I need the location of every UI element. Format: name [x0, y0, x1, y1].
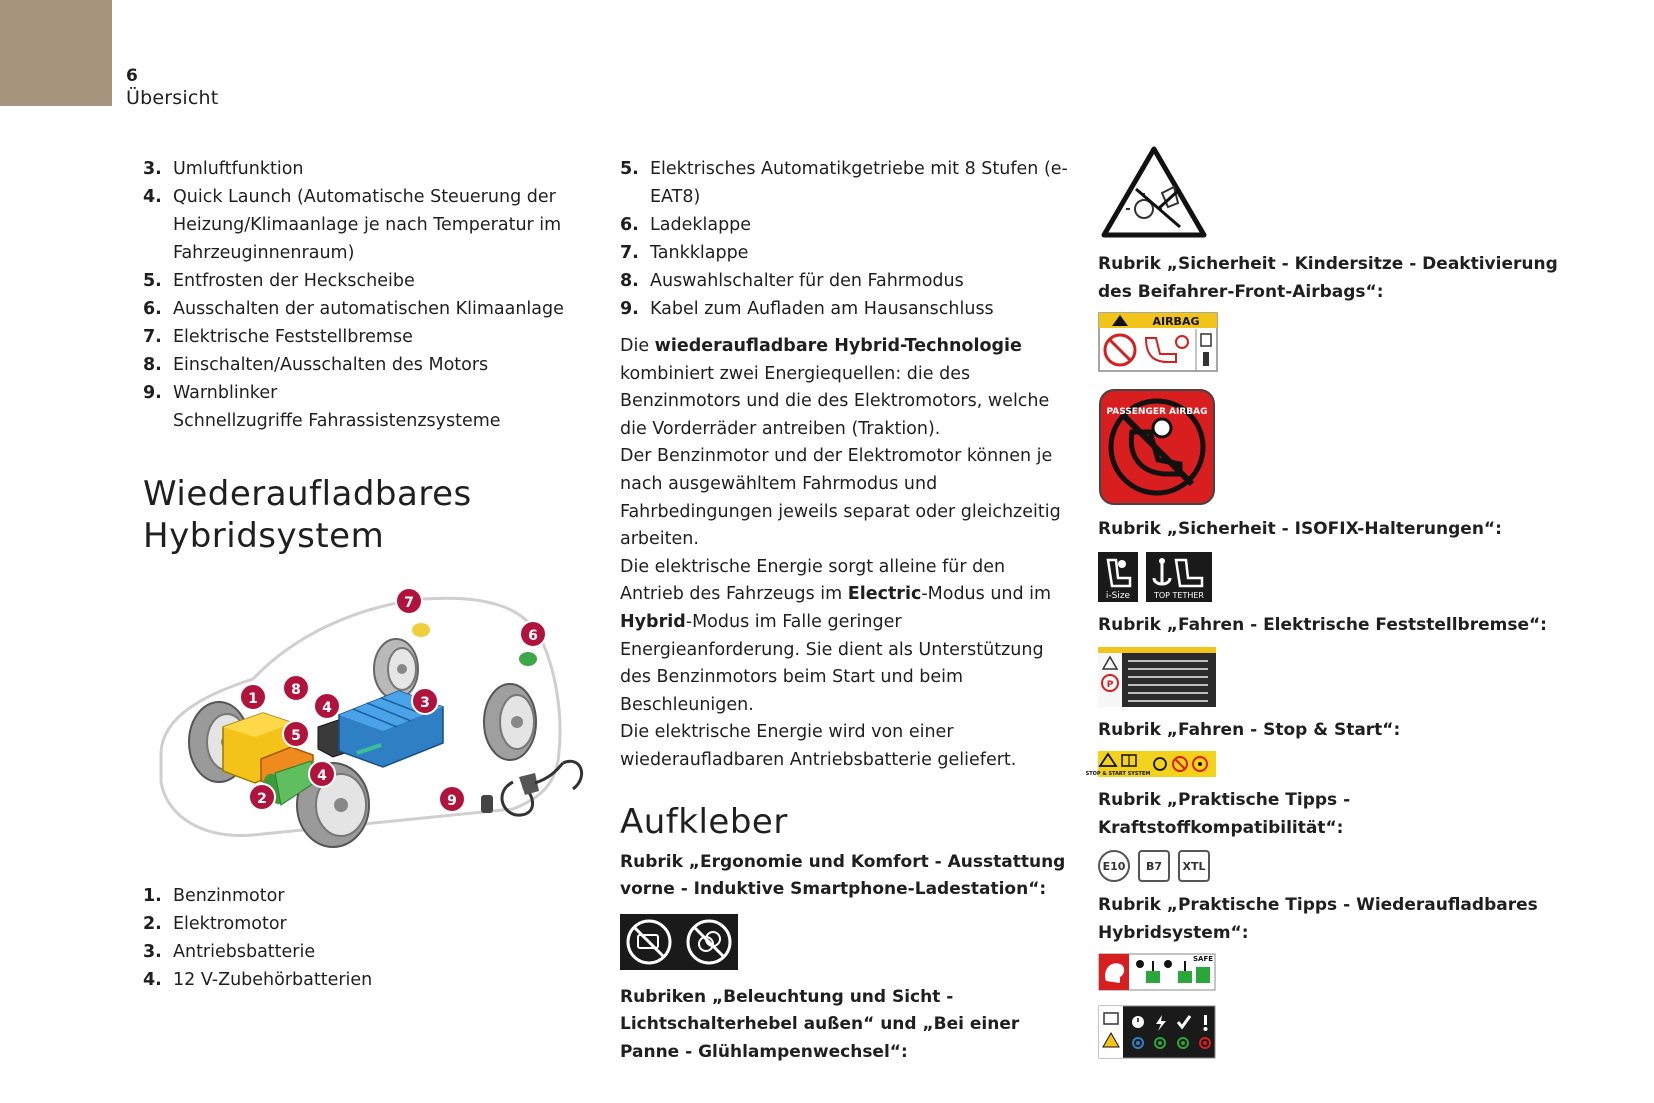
svg-text:8: 8 — [291, 682, 301, 698]
safe-icon — [1196, 967, 1210, 983]
marker-3 — [412, 688, 438, 714]
passenger-airbag-sticker — [1098, 388, 1216, 506]
svg-text:2: 2 — [257, 791, 267, 807]
section-heading-stickers: Aufkleber — [620, 801, 788, 842]
parking-brake-sticker — [1098, 647, 1216, 707]
list-item: 3. Antriebsbatterie — [143, 942, 316, 962]
list-item: 2. Elektromotor — [143, 914, 287, 934]
rubric-airbag: Rubrik „Sicherheit - Kindersitze - Deaktivierung des Beifahrer-Front-Airbags“: — [1098, 254, 1558, 302]
marker-1 — [240, 684, 266, 710]
isize-sticker — [1098, 552, 1138, 602]
list-item: 6. Ausschalten der automatischen Klimaanlage — [143, 299, 564, 319]
list-item: 3. Umluftfunktion — [143, 159, 304, 179]
rubric-lighting: Rubriken „Beleuchtung und Sicht - Lichtschalterhebel außen“ und „Bei einer Panne - Glühlampenwechsel“: — [620, 986, 1020, 1062]
rear-left-wheel — [374, 639, 418, 699]
charge-status-sticker — [1098, 1005, 1216, 1059]
list-item: 1. Benzinmotor — [143, 886, 285, 906]
hybrid-safety-sticker — [1098, 953, 1216, 991]
list-sub-line: Schnellzugriffe Fahrassistenzsysteme — [173, 411, 501, 431]
section-heading-hybrid: Wiederaufladbares Hybridsystem — [143, 474, 472, 556]
list-item: 5. Elektrisches Automatikgetriebe mit 8 Stufen (e-EAT8) — [620, 159, 1068, 207]
column-left — [143, 155, 583, 994]
fuel-labels — [1098, 850, 1568, 882]
svg-text:5: 5 — [291, 728, 301, 744]
svg-text:i-Size: i-Size — [1105, 590, 1131, 601]
rear-right-wheel — [484, 684, 536, 760]
list-item: 4. 12 V-Zubehörbatterien — [143, 970, 373, 990]
svg-text:STOP & START SYSTEM: STOP & START SYSTEM — [1085, 770, 1151, 777]
marker-4 — [314, 693, 340, 719]
list-item: 8. Auswahlschalter für den Fahrmodus — [620, 271, 964, 291]
svg-text:P: P — [1106, 680, 1114, 691]
page-title: Übersicht — [126, 87, 219, 109]
fuel-label-b7: B7 — [1138, 850, 1170, 882]
svg-text:SAFE: SAFE — [1192, 955, 1214, 964]
svg-text:7: 7 — [404, 595, 414, 611]
marker-5 — [283, 721, 309, 747]
marker-8 — [283, 675, 309, 701]
control-list — [143, 155, 583, 407]
rubric-fuel: Rubrik „Praktische Tipps - Kraftstoffkompatibilität“: — [1098, 789, 1351, 838]
fuel-label-e10: E10 — [1098, 850, 1130, 882]
column-right — [1085, 143, 1568, 1059]
svg-text:TOP TETHER: TOP TETHER — [1153, 590, 1205, 600]
list-item: 8. Einschalten/Ausschalten des Motors — [143, 355, 489, 375]
marker-6 — [520, 621, 546, 647]
marker-7 — [396, 588, 422, 614]
component-list — [143, 882, 583, 994]
svg-text:1: 1 — [248, 691, 258, 707]
no-metal-sticker — [620, 914, 738, 970]
charge-flap — [519, 652, 537, 666]
marker-2 — [249, 784, 275, 810]
chapter-tab — [0, 0, 112, 106]
exclamation-icon — [1204, 1015, 1208, 1031]
column-middle — [620, 155, 1070, 1066]
marker-9 — [439, 786, 465, 812]
svg-text:4: 4 — [317, 768, 327, 784]
airbag-sticker — [1098, 312, 1218, 372]
svg-text:PASSENGER AIRBAG: PASSENGER AIRBAG — [1106, 407, 1208, 418]
isofix-stickers — [1098, 552, 1568, 602]
list-item: 9. Warnblinker — [143, 383, 278, 403]
lamp-warning-triangle-sticker — [1098, 143, 1210, 243]
no-child-seat-icon — [1105, 335, 1135, 365]
body-paragraph: Die wiederaufladbare Hybrid-Technologie kombiniert zwei Energiequellen: die des Benzinmotors und die des Elektromotors, welche die Vorderräder antreiben (Traktion). Der Benzinmotor und der Elektromotor können je nach ausgewähltem Fahrmodus und Fahrbedingungen jeweils separat oder gleichzeitig arbeiten. Die elektrische Energie sorgt alleine für den Antrieb des Fahrzeugs im Electric-Modus und im Hybrid-Modus im Falle geringer Energieanforderung. Sie dient als Unterstützung des Benzinmotors beim Start und beim Beschleunigen. Die elektrische Energie wird von einer wiederaufladbaren Antriebsbatterie geliefert. — [620, 336, 1061, 770]
rubric-isofix: Rubrik „Sicherheit - ISOFIX-Halterungen“: — [1098, 519, 1502, 540]
top-tether-sticker — [1146, 552, 1212, 602]
svg-text:9: 9 — [447, 793, 457, 809]
svg-text:6: 6 — [528, 628, 538, 644]
list-item: 7. Tankklappe — [620, 243, 749, 263]
component-list-continued — [620, 155, 1070, 323]
list-item: 5. Entfrosten der Heckscheibe — [143, 271, 415, 291]
fuel-flap — [412, 623, 430, 637]
list-item: 4. Quick Launch (Automatische Steuerung der Heizung/Klimaanlage je nach Temperatur im Fahrzeuginnenraum) — [143, 187, 562, 263]
rubric-hybrid-system: Rubrik „Praktische Tipps - Wiederaufladbares Hybridsystem“: — [1098, 895, 1538, 943]
list-item: 7. Elektrische Feststellbremse — [143, 327, 413, 347]
rubric-ergonomics: Rubrik „Ergonomie und Komfort - Ausstattung vorne - Induktive Smartphone-Ladestation“: — [620, 851, 1066, 900]
svg-text:3: 3 — [420, 695, 430, 711]
svg-text:4: 4 — [322, 700, 332, 716]
svg-text:AIRBAG: AIRBAG — [1152, 315, 1200, 329]
rubric-parking-brake: Rubrik „Fahren - Elektrische Feststellbremse“: — [1098, 614, 1547, 635]
rubric-stop-start: Rubrik „Fahren - Stop & Start“: — [1098, 720, 1401, 741]
stop-start-sticker — [1085, 751, 1216, 777]
page-number: 6 — [126, 66, 138, 86]
clock-icon — [1132, 1016, 1144, 1028]
hybrid-car-diagram — [143, 577, 585, 862]
fuel-label-xtl: XTL — [1178, 850, 1210, 882]
marker-4 — [309, 761, 335, 787]
list-item: 6. Ladeklappe — [620, 215, 752, 235]
list-item: 9. Kabel zum Aufladen am Hausanschluss — [620, 299, 994, 319]
